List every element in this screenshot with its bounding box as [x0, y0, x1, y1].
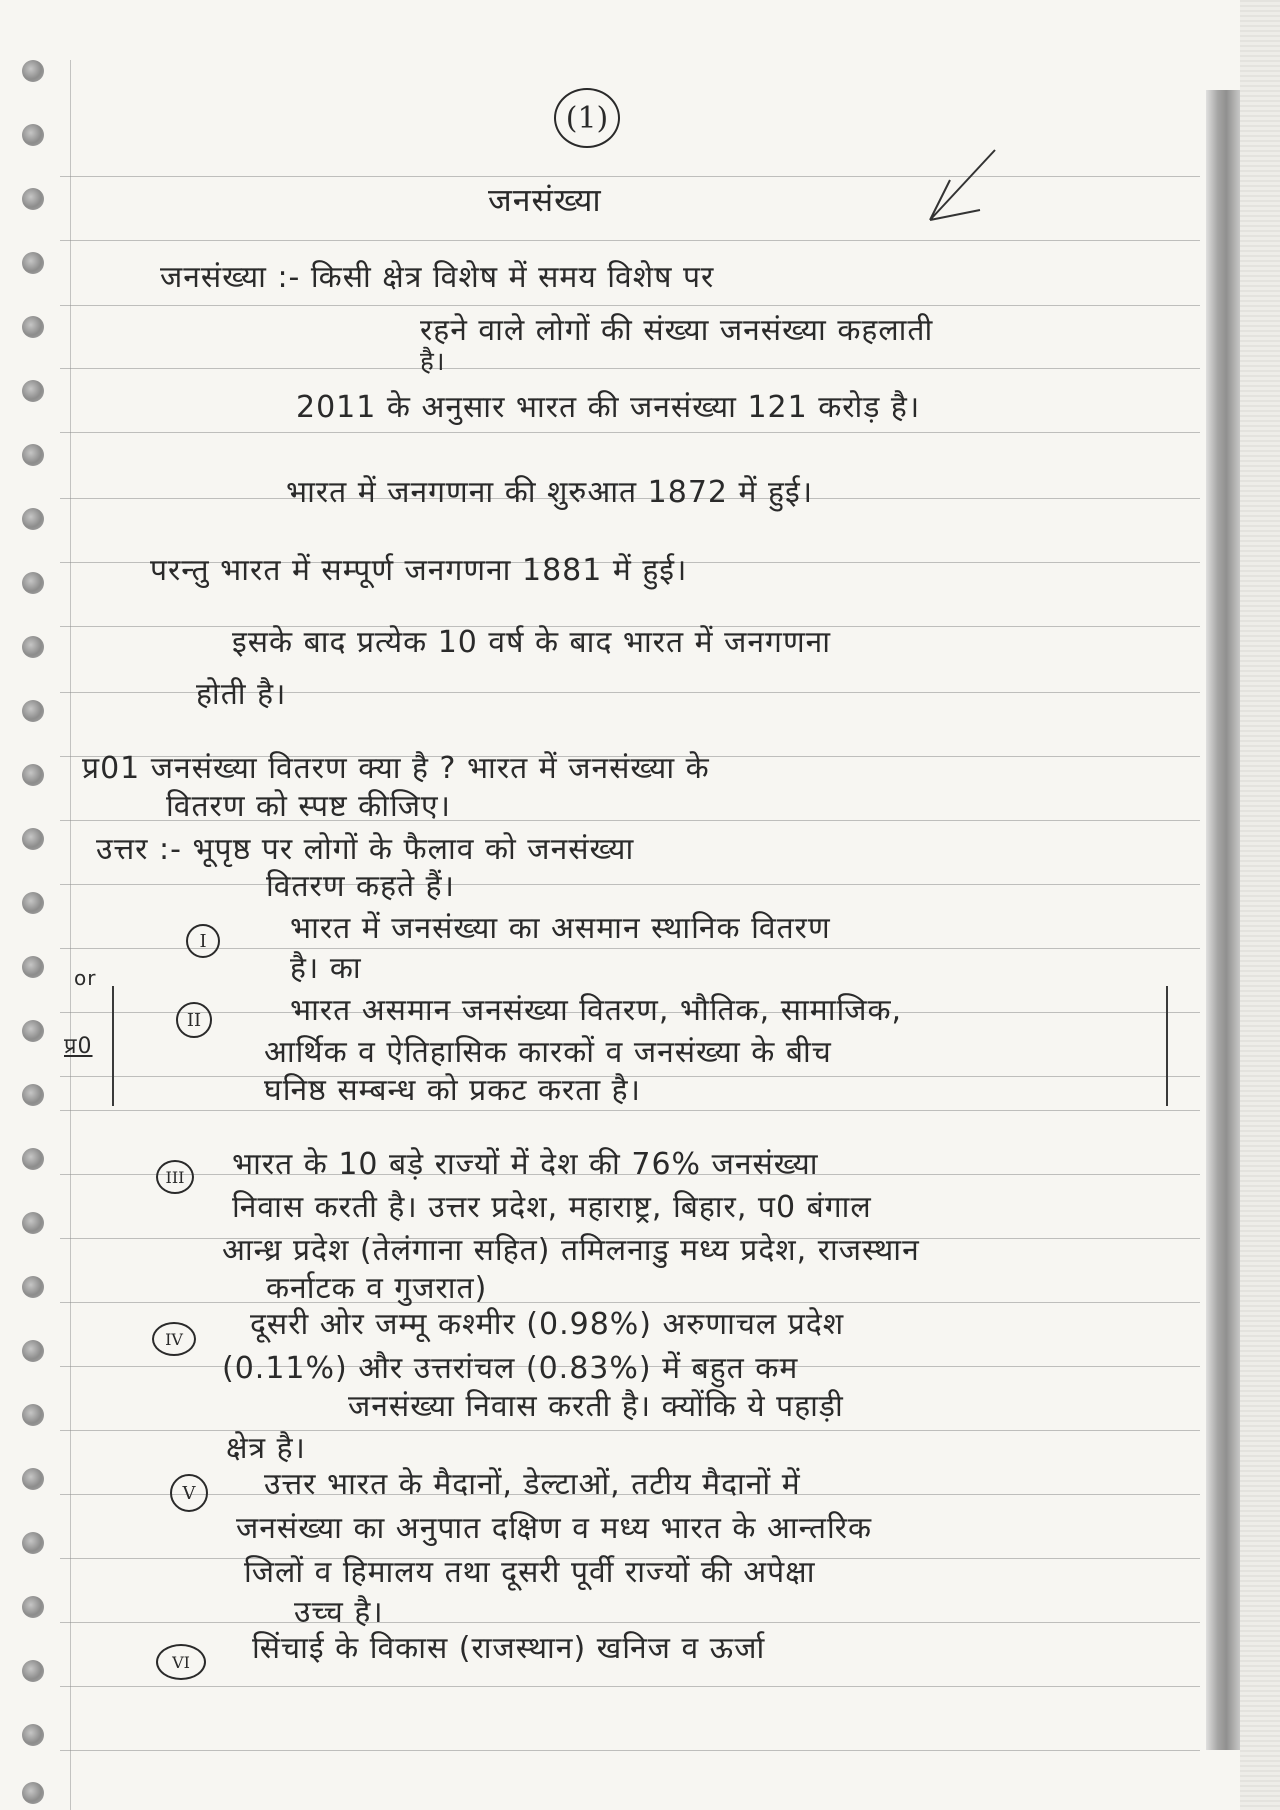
text-line: आर्थिक व ऐतिहासिक कारकों व जनसंख्या के बीच [264, 1035, 832, 1070]
answer-text: वितरण कहते हैं। [266, 869, 455, 904]
point-marker: I [186, 924, 220, 958]
spiral-hole [22, 572, 44, 594]
text-line: है। का [290, 951, 362, 986]
text-line: जनसंख्या :- किसी क्षेत्र विशेष में समय विशेष पर [160, 260, 715, 295]
spiral-hole [22, 1148, 44, 1170]
text-line: रहने वाले लोगों की संख्या जनसंख्या कहलाती [420, 313, 934, 348]
spiral-hole [22, 700, 44, 722]
text-line: उच्च है। [294, 1595, 384, 1630]
text-line: इसके बाद प्रत्येक 10 वर्ष के बाद भारत में जनगणना [232, 625, 832, 660]
text-line: भारत में जनगणना की शुरुआत 1872 में हुई। [286, 475, 814, 510]
point-marker: II [176, 1002, 212, 1038]
page-edge [1240, 0, 1280, 1810]
text-line: उत्तर भारत के मैदानों, डेल्टाओं, तटीय मैदानों में [264, 1467, 801, 1502]
text-line: कर्नाटक व गुजरात) [266, 1271, 488, 1306]
text-line: निवास करती है। उत्तर प्रदेश, महाराष्ट्र, बिहार, प0 बंगाल [232, 1190, 872, 1225]
point-marker: IV [152, 1322, 196, 1356]
question-text: प्र01 जनसंख्या वितरण क्या है ? भारत में जनसंख्या के [82, 751, 710, 786]
spiral-hole [22, 1212, 44, 1234]
text-line: परन्तु भारत में सम्पूर्ण जनगणना 1881 में हुई। [150, 553, 688, 588]
spiral-hole [22, 60, 44, 82]
question-label: प्र0 [64, 1034, 93, 1059]
spiral-hole [22, 124, 44, 146]
spiral-hole [22, 380, 44, 402]
text-line: होती है। [196, 677, 287, 712]
spiral-hole [22, 508, 44, 530]
question-text: वितरण को स्पष्ट कीजिए। [166, 789, 451, 824]
spiral-hole [22, 764, 44, 786]
text-line: भारत में जनसंख्या का असमान स्थानिक वितरण [290, 911, 831, 946]
spiral-hole [22, 1276, 44, 1298]
text-line: जनसंख्या का अनुपात दक्षिण व मध्य भारत के आन्तरिक [236, 1511, 873, 1546]
text-line: है। [420, 347, 446, 377]
spiral-hole [22, 828, 44, 850]
text-line: सिंचाई के विकास (राजस्थान) खनिज व ऊर्जा [252, 1631, 766, 1666]
point-marker: V [170, 1474, 208, 1512]
text-line: क्षेत्र है। [226, 1431, 306, 1466]
spiral-hole [22, 1596, 44, 1618]
point-marker: VI [156, 1644, 206, 1680]
spiral-hole [22, 1724, 44, 1746]
spiral-hole [22, 1404, 44, 1426]
text-line: आन्ध्र प्रदेश (तेलंगाना सहित) तमिलनाडु मध्य प्रदेश, राजस्थान [222, 1233, 920, 1268]
spiral-hole [22, 636, 44, 658]
text-line: (0.11%) और उत्तरांचल (0.83%) में बहुत कम [222, 1351, 799, 1386]
margin-line [70, 60, 71, 1810]
spiral-hole [22, 892, 44, 914]
spiral-hole [22, 1532, 44, 1554]
spiral-hole [22, 1084, 44, 1106]
text-line: जनसंख्या निवास करती है। क्योंकि ये पहाड़ी [348, 1389, 844, 1424]
text-line: भारत के 10 बड़े राज्यों में देश की 76% जनसंख्या [232, 1147, 819, 1182]
or-label: or [74, 966, 97, 990]
text-line: घनिष्ठ सम्बन्ध को प्रकट करता है। [264, 1073, 641, 1108]
spiral-hole [22, 252, 44, 274]
text-line: दूसरी ओर जम्मू कश्मीर (0.98%) अरुणाचल प्रदेश [250, 1307, 845, 1342]
spiral-hole [22, 1660, 44, 1682]
answer-text: उत्तर :- भूपृष्ठ पर लोगों के फैलाव को जनसंख्या [96, 832, 635, 867]
spiral-hole [22, 1468, 44, 1490]
text-line: भारत असमान जनसंख्या वितरण, भौतिक, सामाजिक, [290, 993, 903, 1028]
spiral-hole [22, 316, 44, 338]
page-number: (1) [554, 88, 620, 148]
text-line: जिलों व हिमालय तथा दूसरी पूर्वी राज्यों की अपेक्षा [244, 1555, 816, 1590]
spiral-hole [22, 1340, 44, 1362]
page-title: जनसंख्या [488, 181, 602, 219]
spiral-hole [22, 1782, 44, 1804]
point-marker: III [156, 1160, 194, 1194]
text-line: 2011 के अनुसार भारत की जनसंख्या 121 करोड़ है। [296, 390, 921, 425]
spiral-holes [14, 60, 54, 1800]
binding-shadow [1206, 90, 1240, 1750]
spiral-hole [22, 956, 44, 978]
spiral-hole [22, 188, 44, 210]
spiral-hole [22, 444, 44, 466]
checkmark-icon [920, 140, 1000, 230]
spiral-hole [22, 1020, 44, 1042]
